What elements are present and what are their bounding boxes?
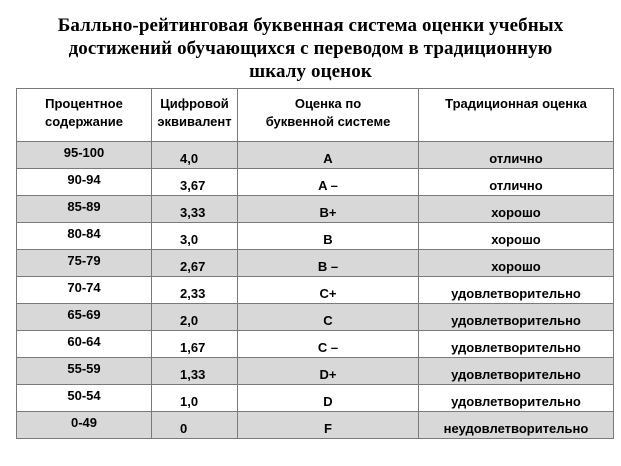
cell-traditional: удовлетворительно (419, 277, 614, 304)
table-row (17, 277, 614, 304)
title-line-3: шкалу оценок (249, 61, 372, 82)
cell-traditional: отлично (419, 142, 614, 169)
table-row (17, 358, 614, 385)
cell-percent: 75-79 (17, 250, 152, 277)
cell-percent: 65-69 (17, 304, 152, 331)
cell-letter: B – (238, 250, 419, 277)
cell-letter: C – (238, 331, 419, 358)
cell-percent: 90-94 (17, 169, 152, 196)
table-row (17, 385, 614, 412)
cell-percent: 95-100 (17, 142, 152, 169)
cell-traditional: хорошо (419, 223, 614, 250)
cell-numeric: 0 (152, 412, 238, 439)
cell-traditional: отлично (419, 169, 614, 196)
cell-percent: 50-54 (17, 385, 152, 412)
cell-numeric: 2,67 (152, 250, 238, 277)
header-numeric-line-2: эквивалент (157, 114, 232, 129)
cell-numeric: 1,67 (152, 331, 238, 358)
cell-numeric: 1,0 (152, 385, 238, 412)
cell-numeric: 3,67 (152, 169, 238, 196)
header-letter (238, 89, 419, 142)
header-traditional (419, 89, 614, 142)
cell-letter: C+ (238, 277, 419, 304)
cell-letter: B (238, 223, 419, 250)
cell-percent: 85-89 (17, 196, 152, 223)
header-letter-line-2: буквенной системе (265, 114, 391, 129)
cell-traditional: удовлетворительно (419, 385, 614, 412)
cell-letter: A (238, 142, 419, 169)
cell-numeric: 2,0 (152, 304, 238, 331)
cell-numeric: 2,33 (152, 277, 238, 304)
header-numeric-line-1: Цифровой (160, 96, 229, 111)
cell-percent: 55-59 (17, 358, 152, 385)
cell-traditional: хорошо (419, 196, 614, 223)
table-row (17, 223, 614, 250)
table-row (17, 142, 614, 169)
header-letter-line-1: Оценка по (294, 96, 362, 111)
cell-letter: F (238, 412, 419, 439)
grading-scale-table (16, 88, 614, 439)
table-row (17, 169, 614, 196)
cell-traditional: хорошо (419, 250, 614, 277)
cell-numeric: 3,33 (152, 196, 238, 223)
cell-letter: D+ (238, 358, 419, 385)
cell-traditional: удовлетворительно (419, 331, 614, 358)
cell-percent: 80-84 (17, 223, 152, 250)
cell-percent: 70-74 (17, 277, 152, 304)
cell-traditional: удовлетворительно (419, 358, 614, 385)
table-row (17, 412, 614, 439)
cell-letter: B+ (238, 196, 419, 223)
cell-numeric: 1,33 (152, 358, 238, 385)
header-numeric (152, 89, 238, 142)
cell-percent: 0-49 (17, 412, 152, 439)
header-percent (17, 89, 152, 142)
cell-percent: 60-64 (17, 331, 152, 358)
cell-traditional: неудовлетворительно (419, 412, 614, 439)
document-title (0, 14, 621, 83)
table-row (17, 196, 614, 223)
title-line-1: Балльно-рейтинговая буквенная система оценки учебных (57, 15, 564, 36)
cell-letter: D (238, 385, 419, 412)
cell-numeric: 3,0 (152, 223, 238, 250)
table-row (17, 250, 614, 277)
cell-numeric: 4,0 (152, 142, 238, 169)
header-percent-line-1: Процентное (45, 96, 123, 111)
header-traditional-line-1: Традиционная оценка (445, 96, 587, 111)
title-line-2: достижений обучающихся с переводом в традиционную (68, 38, 553, 59)
table-row (17, 331, 614, 358)
cell-letter: C (238, 304, 419, 331)
cell-letter: A – (238, 169, 419, 196)
header-percent-line-2: содержание (45, 114, 123, 129)
table-row (17, 304, 614, 331)
cell-traditional: удовлетворительно (419, 304, 614, 331)
table-header-row (17, 89, 614, 142)
